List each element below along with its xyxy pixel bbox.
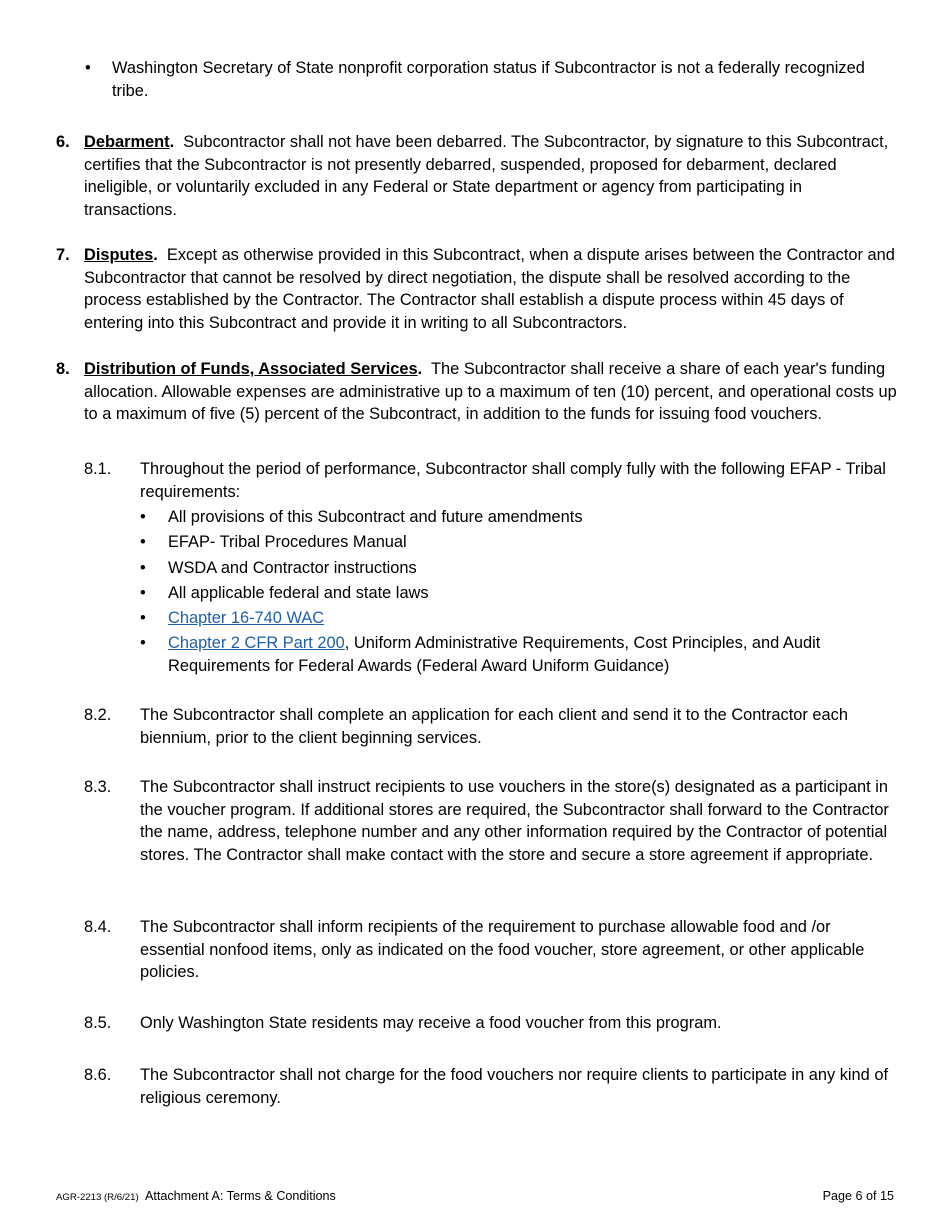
footer-left — [56, 1185, 336, 1210]
subsection-8-2 — [84, 704, 890, 749]
bullet-dot: • — [140, 634, 146, 653]
subsection-number: 8.3. — [84, 778, 112, 796]
subsection-text: Throughout the period of performance, Subcontractor shall comply fully with the following EFAP - Tribal requirements: — [140, 460, 886, 501]
subsection-number: 8.4. — [84, 918, 112, 936]
section-text: The Subcontractor shall receive a share of each year's funding allocation. Allowable expenses are administrative up to a maximum of ten (10) percent, and operational costs up to a maximum of five (5) percent of the Subcontract, in addition to the funds for issuing food vouchers. — [84, 360, 897, 424]
subsection-8-1 — [84, 458, 890, 680]
subsection-text: The Subcontractor shall complete an application for each client and send it to the Contractor each biennium, prior to the client beginning services. — [140, 706, 848, 747]
section-heading: Distribution of Funds, Associated Services — [84, 360, 418, 378]
cfr-link-description: , Uniform Administrative Requirements, Cost Principles, and Audit Requirements for Federal Awards (Federal Award Uniform Guidance) — [168, 634, 821, 675]
subsection-8-6 — [84, 1064, 890, 1109]
section-number: 8. — [56, 360, 70, 378]
subsection-number: 8.6. — [84, 1066, 112, 1084]
list-item: • WSDA and Contractor instructions — [140, 557, 890, 580]
section-text: Subcontractor shall not have been debarred. The Subcontractor, by signature to this Subcontract, certifies that the Subcontractor is not presently debarred, suspended, proposed for debarment, declared ineligible, or voluntarily excluded in any Federal or State department or agency from participating in transactions. — [84, 133, 889, 219]
bullet-dot: • — [140, 608, 146, 627]
section-heading: Disputes — [84, 246, 154, 264]
section-7-disputes: 7. Disputes. Except as otherwise provided in this Subcontract, when a dispute arises between the Contractor and Subcontractor that cannot be resolved by direct negotiation, the dispute shall be resolved according to the process established by the Contractor. The Contractor shall establish a dispute process within 45 days of entering into this Subcontract and provide it in writing to all Subcontractors. — [56, 246, 895, 332]
footer-title: Attachment A: Terms & Conditions — [144, 1189, 336, 1203]
cfr-link[interactable]: Chapter 2 CFR Part 200 — [168, 634, 345, 653]
list-item: • All provisions of this Subcontract and future amendments — [140, 506, 890, 529]
section-8-distribution: 8. Distribution of Funds, Associated Services. The Subcontractor shall receive a share of each year's funding allocation. Allowable expenses are administrative up to a maximum of ten (10) percent, and operational costs up to a maximum of five (5) percent of the Subcontract, in addition to the funds for issuing food vouchers. — [56, 360, 897, 424]
section-text: Except as otherwise provided in this Subcontract, when a dispute arises between the Contractor and Subcontractor that cannot be resolved by direct negotiation, the dispute shall be resolved according to the process established by the Contractor. The Contractor shall establish a dispute process within 45 days of entering into this Subcontract and provide it in writing to all Subcontractors. — [84, 246, 895, 332]
subsection-text: The Subcontractor shall instruct recipients to use vouchers in the store(s) designated as a participant in the voucher program. If additional stores are required, the Subcontractor shall forward to the Contractor the name, address, telephone number and any other information required by the Contractor of potential stores. The Contractor shall make contact with the store and secure a store agreement if appropriate. — [140, 778, 889, 864]
bullet-dot: • — [140, 583, 146, 602]
subsection-8-5 — [84, 1012, 890, 1035]
bullet-dot: • — [140, 558, 146, 577]
top-bullet-item — [85, 57, 872, 102]
bullet-dot: • — [140, 508, 146, 527]
bullet-dot: • — [140, 533, 146, 552]
subsection-number: 8.2. — [84, 706, 112, 724]
bullet-dot: • — [85, 59, 91, 77]
subsection-8-3 — [84, 776, 890, 866]
subsection-number: 8.1. — [84, 460, 112, 478]
subsection-number: 8.5. — [84, 1014, 112, 1032]
list-item — [140, 632, 890, 677]
list-item: • EFAP- Tribal Procedures Manual — [140, 531, 890, 554]
subsection-text: The Subcontractor shall not charge for the food vouchers nor require clients to participate in any kind of religious ceremony. — [140, 1066, 889, 1107]
form-code: AGR-2213 (R/6/21) — [56, 1192, 139, 1203]
subsection-8-4 — [84, 916, 890, 984]
subsection-text: Only Washington State residents may receive a food voucher from this program. — [140, 1014, 722, 1032]
section-heading: Debarment — [84, 133, 170, 151]
section-number: 7. — [56, 246, 70, 264]
list-item: • All applicable federal and state laws — [140, 582, 890, 605]
section-number: 6. — [56, 133, 70, 151]
top-bullet-text: Washington Secretary of State nonprofit corporation status if Subcontractor is not a federally recognized tribe. — [112, 59, 865, 100]
requirements-list — [140, 506, 890, 677]
wac-link[interactable]: Chapter 16-740 WAC — [168, 608, 325, 627]
page-number: Page 6 of 15 — [822, 1189, 894, 1203]
list-item — [140, 607, 890, 630]
section-6-debarment: 6. Debarment. Subcontractor shall not have been debarred. The Subcontractor, by signature to this Subcontract, certifies that the Subcontractor is not presently debarred, suspended, proposed for debarment, declared ineligible, or voluntarily excluded in any Federal or State department or agency from participating in transactions. — [56, 133, 889, 219]
subsection-text: The Subcontractor shall inform recipients of the requirement to purchase allowable food and /or essential nonfood items, only as indicated on the food voucher, store agreement, or other applicable policies. — [140, 918, 865, 982]
